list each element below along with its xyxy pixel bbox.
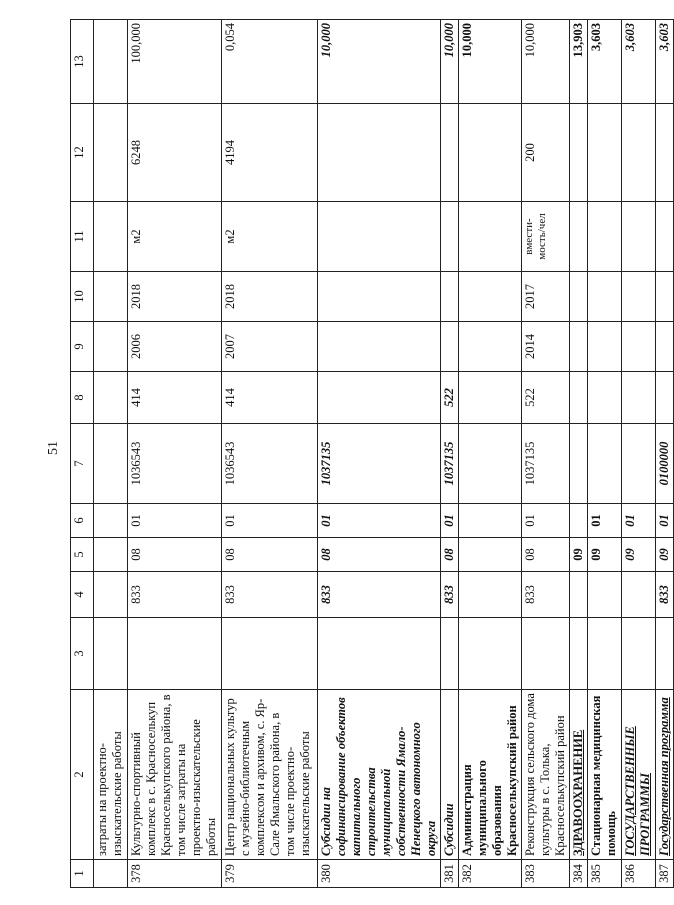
cell <box>94 618 128 690</box>
cell <box>459 104 522 202</box>
row-name: ГОСУДАРСТВЕННЫЕ ПРОГРАММЫ <box>622 690 656 860</box>
row-name: ЗДРАВООХРАНЕНИЕ <box>570 690 588 860</box>
cell: 0100000 <box>656 424 674 504</box>
cell: 1036543 <box>128 424 222 504</box>
row-number: 381 <box>441 860 459 888</box>
table-row <box>570 20 588 888</box>
table-row <box>656 20 674 888</box>
cell <box>459 372 522 424</box>
page-number: 51 <box>46 441 61 455</box>
table-row <box>522 20 570 888</box>
cell: 414 <box>128 372 222 424</box>
cell <box>94 424 128 504</box>
table-row <box>459 20 522 888</box>
cell <box>94 572 128 618</box>
header-cell: 6 <box>71 504 94 538</box>
amount-cell: 3,603 <box>656 20 674 104</box>
cell <box>622 424 656 504</box>
cell <box>622 618 656 690</box>
cell <box>318 202 441 272</box>
cell <box>570 572 588 618</box>
cell <box>441 272 459 322</box>
cell <box>588 104 622 202</box>
row-number: 379 <box>222 860 318 888</box>
cell <box>622 104 656 202</box>
header-cell: 5 <box>71 538 94 572</box>
cell: 522 <box>441 372 459 424</box>
amount-cell: 10,000 <box>522 20 570 104</box>
cell <box>459 322 522 372</box>
cell <box>622 322 656 372</box>
cell <box>622 272 656 322</box>
cell: 08 <box>441 538 459 572</box>
cell <box>94 504 128 538</box>
cell: 1037135 <box>441 424 459 504</box>
header-cell: 10 <box>71 272 94 322</box>
cell: 833 <box>656 572 674 618</box>
row-name: Администрация муниципального образования Красноселькупский район <box>459 690 522 860</box>
cell <box>570 272 588 322</box>
row-number: 378 <box>128 860 222 888</box>
row-number: 384 <box>570 860 588 888</box>
row-name: Культурно-спортивный комплекс в с. Красноселькуп Красноселькупского района, в том числе затраты на проектно-изыскательские работы <box>128 690 222 860</box>
cell <box>441 618 459 690</box>
table-row <box>318 20 441 888</box>
cell: 09 <box>588 538 622 572</box>
cell: 08 <box>522 538 570 572</box>
header-cell: 4 <box>71 572 94 618</box>
cell: 833 <box>441 572 459 618</box>
cell: вмести-мость/чел <box>522 202 570 272</box>
cell: 522 <box>522 372 570 424</box>
cell <box>128 618 222 690</box>
cell <box>588 372 622 424</box>
cell: 09 <box>622 538 656 572</box>
cell: 833 <box>222 572 318 618</box>
amount-cell: 10,000 <box>318 20 441 104</box>
amount-cell <box>94 20 128 104</box>
cell <box>94 322 128 372</box>
cell <box>318 104 441 202</box>
cell <box>441 322 459 372</box>
cell: 2006 <box>128 322 222 372</box>
cell: 833 <box>522 572 570 618</box>
cell: 01 <box>588 504 622 538</box>
cell: 01 <box>441 504 459 538</box>
cell: 01 <box>622 504 656 538</box>
header-cell: 13 <box>71 20 94 104</box>
cell <box>656 372 674 424</box>
cell: 200 <box>522 104 570 202</box>
cell <box>459 504 522 538</box>
table-row <box>622 20 656 888</box>
row-name: Государственная программа <box>656 690 674 860</box>
cell: 08 <box>318 538 441 572</box>
cell: 833 <box>318 572 441 618</box>
cell <box>588 322 622 372</box>
cell <box>459 202 522 272</box>
cell <box>656 104 674 202</box>
cell: 09 <box>656 538 674 572</box>
cell: 2007 <box>222 322 318 372</box>
cell: 2014 <box>522 322 570 372</box>
header-cell: 2 <box>71 690 94 860</box>
cell: 4194 <box>222 104 318 202</box>
cell: 1036543 <box>222 424 318 504</box>
cell <box>656 272 674 322</box>
cell <box>318 272 441 322</box>
cell <box>222 618 318 690</box>
rotated-table-container <box>70 20 671 888</box>
header-cell: 9 <box>71 322 94 372</box>
amount-cell: 100,000 <box>128 20 222 104</box>
cell <box>570 104 588 202</box>
cell <box>94 272 128 322</box>
amount-cell: 10,000 <box>441 20 459 104</box>
cell: 833 <box>128 572 222 618</box>
cell <box>588 424 622 504</box>
cell <box>94 372 128 424</box>
row-name: затраты на проектно-изыскательские работы <box>94 690 128 860</box>
cell <box>622 202 656 272</box>
cell: 01 <box>318 504 441 538</box>
cell <box>459 538 522 572</box>
amount-cell: 3,603 <box>588 20 622 104</box>
row-name: Субсидии <box>441 690 459 860</box>
cell <box>656 322 674 372</box>
cell: 2018 <box>128 272 222 322</box>
cell: 01 <box>222 504 318 538</box>
cell <box>570 372 588 424</box>
cell <box>656 202 674 272</box>
cell: 08 <box>128 538 222 572</box>
cell: 1037135 <box>318 424 441 504</box>
row-name: Стационарная медицинская помощь <box>588 690 622 860</box>
cell: 1037135 <box>522 424 570 504</box>
header-cell: 7 <box>71 424 94 504</box>
cell: 09 <box>570 538 588 572</box>
cell <box>570 504 588 538</box>
cell <box>656 618 674 690</box>
row-number: 387 <box>656 860 674 888</box>
cell <box>570 618 588 690</box>
cell <box>622 372 656 424</box>
cell <box>588 272 622 322</box>
cell: м2 <box>128 202 222 272</box>
cell <box>522 618 570 690</box>
cell <box>459 618 522 690</box>
cell: 6248 <box>128 104 222 202</box>
cell: 2017 <box>522 272 570 322</box>
amount-cell: 13,903 <box>570 20 588 104</box>
cell: 414 <box>222 372 318 424</box>
header-row <box>71 20 94 888</box>
header-cell: 11 <box>71 202 94 272</box>
amount-cell: 10,000 <box>459 20 522 104</box>
cell <box>318 372 441 424</box>
row-number: 382 <box>459 860 522 888</box>
cell <box>622 572 656 618</box>
amount-cell: 0,054 <box>222 20 318 104</box>
cell: 08 <box>222 538 318 572</box>
table-row <box>94 20 128 888</box>
cell <box>588 572 622 618</box>
header-cell: 3 <box>71 618 94 690</box>
cell <box>318 618 441 690</box>
cell <box>94 202 128 272</box>
cell <box>459 424 522 504</box>
row-name: Центр национальных культур с музейно-библиотечным комплексом и архивом, с. Яр-Сале Ямальского района, в том числе проектно-изыскательские работы <box>222 690 318 860</box>
amount-cell: 3,603 <box>622 20 656 104</box>
cell <box>588 618 622 690</box>
row-number <box>94 860 128 888</box>
row-number: 385 <box>588 860 622 888</box>
row-number: 383 <box>522 860 570 888</box>
cell: 01 <box>656 504 674 538</box>
cell: 2018 <box>222 272 318 322</box>
table-row <box>441 20 459 888</box>
cell <box>588 202 622 272</box>
row-name: Субсидии на софинансирование объектов капитального строительства муниципальной собственности Ямало-Ненецкого автономного округа <box>318 690 441 860</box>
cell: 01 <box>128 504 222 538</box>
header-cell: 1 <box>71 860 94 888</box>
row-number: 386 <box>622 860 656 888</box>
header-cell: 8 <box>71 372 94 424</box>
cell <box>94 538 128 572</box>
cell <box>94 104 128 202</box>
cell <box>570 424 588 504</box>
cell <box>459 272 522 322</box>
budget-table <box>70 19 674 888</box>
header-cell: 12 <box>71 104 94 202</box>
table-row <box>128 20 222 888</box>
cell: м2 <box>222 202 318 272</box>
cell <box>570 202 588 272</box>
cell <box>441 104 459 202</box>
cell <box>318 322 441 372</box>
cell <box>570 322 588 372</box>
row-number: 380 <box>318 860 441 888</box>
cell: 01 <box>522 504 570 538</box>
row-name: Реконструкция сельского дома культуры в с. Толька, Красноселькупский район <box>522 690 570 860</box>
table-row <box>588 20 622 888</box>
cell <box>441 202 459 272</box>
cell <box>459 572 522 618</box>
table-row <box>222 20 318 888</box>
